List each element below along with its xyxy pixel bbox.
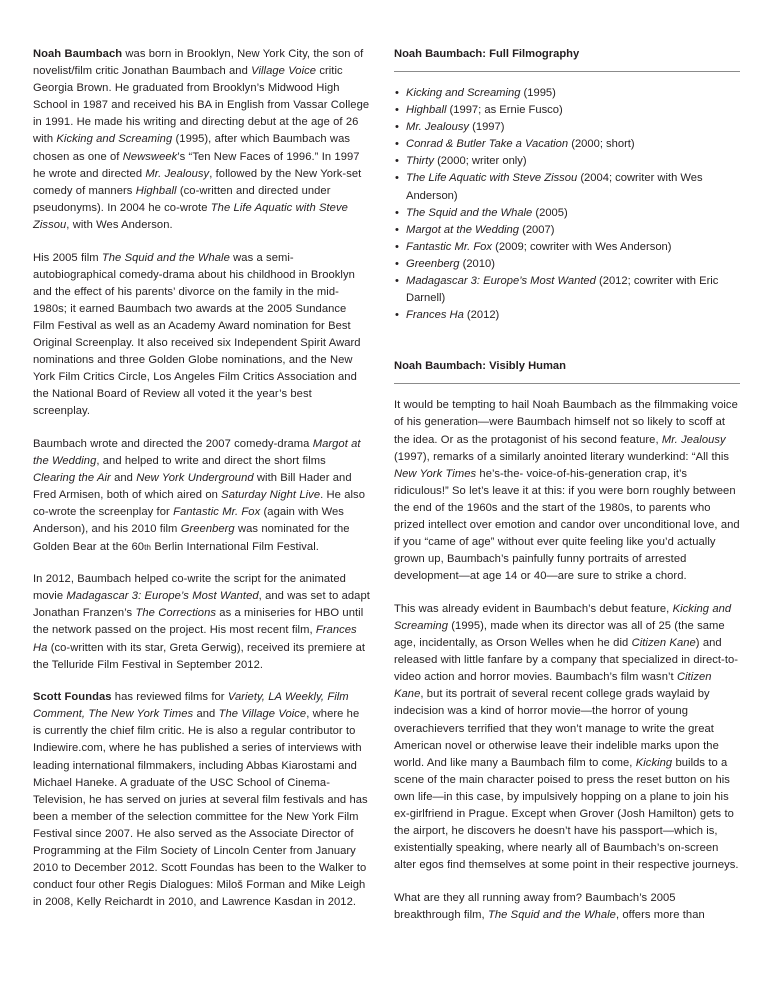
film-title: Frances Ha [406, 309, 464, 322]
filmography-item [394, 85, 740, 102]
filmography-heading: Noah Baumbach: Full Filmography [394, 48, 580, 60]
italic-title: Madagascar 3: Europe’s Most Wanted [66, 590, 259, 603]
bullet-icon: • [395, 275, 399, 288]
filmography-item [394, 102, 740, 119]
lead-name: Noah Baumbach [33, 48, 123, 60]
bullet-icon: • [395, 121, 399, 134]
text-run: critic Georgia Brown. He graduated from Brooklyn’s Midwood High School in 1987 and received his BA in English from Vassar College in 1991. He made his writing and directing debut at the age of 26 with [33, 65, 370, 146]
essay-heading-rule [394, 383, 740, 384]
italic-title: Kicking [635, 756, 673, 769]
text-run: , and was set to adapt Jonathan Franzen’s [33, 590, 370, 620]
paragraph-bio-foundas [33, 689, 370, 911]
text-run: and [193, 708, 219, 721]
text-run: he’s-the- voice-of-his-generation crap, it’s ridiculous!” So let’s leave it at this: if you were born roughly between the end of the 1960s and the start of the 1980s, to parents who prized intellect over emotion and candor over unconditional love, and if you “came of age” without ever quite feeling like you’d actually grown up, Baumbach’s painfully funny portraits of arrested development—at age 14 or 40—are sure to strike a chord. [394, 467, 740, 583]
bullet-icon: • [395, 87, 399, 99]
bullet-icon: • [395, 206, 399, 219]
text-run: was nominated for the Golden Bear at the 60 [33, 523, 350, 553]
essay-heading: Noah Baumbach: Visibly Human [394, 360, 566, 373]
paragraph-essay-p1 [394, 397, 740, 585]
text-run: builds to a scene of the main character poised to press the reset button on his own life—in this case, by impulsively hopping on a plane to join his ex-girlfriend in Prague. Except when Grover (Josh Hamilton) gets to the airport, he discovers he doesn’t have his passport—which is, existentially speaking, where nearly all of Baumbach’s on-screen alter egos find themselves at some point in their respective journeys. [394, 756, 739, 872]
text-run: His 2005 film [33, 251, 102, 264]
film-title: Highball [406, 104, 447, 117]
bullet-icon: • [395, 172, 399, 185]
filmography-list [394, 85, 740, 324]
film-note: (1995) [520, 87, 556, 99]
italic-title: Newsweek [122, 150, 178, 163]
left-column [33, 46, 370, 911]
text-run: has reviewed films for [111, 691, 228, 704]
text-run: (again with Wes Anderson), and his 2010 film [33, 506, 344, 536]
text-run: Baumbach wrote and directed the 2007 comedy-drama [33, 437, 313, 450]
text-run: . He also co-wrote the screenplay for [33, 489, 365, 519]
italic-title: Greenberg [180, 523, 235, 536]
text-run: was a semi-autobiographical comedy-drama about his childhood in Brooklyn and the effect of his parents’ divorce on the family in the mid-1980s; it earned Baumbach two awards at the 2005 Sundance Film Festival as well as an Academy Award nomination for Best Original Screenplay. It also received six Independent Spirit Award nominations and three Golden Globe nominations, and the New York Film Critics Circle, Los Angeles Film Critics Association and the National Board of Review all voted it the year’s best screenplay. [33, 251, 361, 418]
italic-title: Margot at the Wedding [33, 437, 361, 468]
film-title: Madagascar 3: Europe’s Most Wanted [406, 275, 596, 288]
film-note: (2010) [459, 257, 495, 270]
bullet-icon: • [395, 155, 399, 168]
bullet-icon: • [395, 257, 399, 270]
italic-title: Mr. Jealousy [145, 167, 210, 180]
film-note: (2004; cowriter with Wes Anderson) [406, 172, 703, 202]
italic-title: The Life Aquatic with Steve Zissou [33, 201, 348, 231]
bullet-icon: • [395, 223, 399, 236]
italic-title: Citizen Kane [394, 671, 712, 701]
text-run: (co-written and directed under pseudonyms). In 2004 he co-wrote [33, 184, 331, 214]
film-title: The Squid and the Whale [406, 206, 533, 219]
paragraph-bio-baumbach [33, 46, 370, 234]
text-run: (1995), after which Baumbach was chosen as one of [33, 133, 350, 163]
filmography-item [394, 136, 740, 153]
italic-title: New York Times [394, 467, 477, 480]
italic-title: Village Voice [251, 65, 317, 78]
italic-title: The Village Voice [218, 708, 307, 721]
lead-name: Scott Foundas [33, 691, 112, 704]
text-run: ) and released with little fanfare by a company that specialized in direct-to-video action and horror movies. Baumbach’s film wasn’t [394, 637, 739, 684]
film-note: (2005) [532, 206, 568, 219]
film-title: Mr. Jealousy [406, 121, 470, 134]
text-run: , with Wes Anderson. [66, 218, 173, 231]
text-run: ’s “Ten New Faces of 1996.” In 1997 he wrote and directed [33, 150, 360, 180]
text-run: and [110, 472, 137, 485]
italic-title: Clearing the Air [33, 472, 111, 485]
paragraph-squid-and-whale [33, 250, 370, 421]
text-run: It would be tempting to hail Noah Baumbach as the filmmaking voice of his generation—were Baumbach himself not so likely to scoff at the idea. Or as the protagonist of his second feature, [394, 399, 738, 446]
essay-body [394, 397, 740, 924]
film-note: (1997; as Ernie Fusco) [446, 104, 563, 117]
italic-title: Kicking and Screaming [394, 602, 732, 632]
film-title: Greenberg [406, 257, 460, 270]
italic-title: Frances Ha [33, 624, 357, 654]
film-title: The Life Aquatic with Steve Zissou [406, 172, 578, 185]
film-note: (2000; writer only) [433, 155, 527, 168]
italic-title: Kicking and Screaming [56, 133, 173, 146]
film-note: (2009; cowriter with Wes Anderson) [492, 240, 672, 253]
paragraph-madagascar-frances-ha [33, 571, 370, 674]
italic-title: Fantastic Mr. Fox [173, 506, 261, 519]
filmography-item [394, 119, 740, 136]
text-run: This was already evident in Baumbach’s debut feature, [394, 602, 673, 615]
film-note: (1997) [469, 121, 505, 134]
text-run: , and helped to write and direct the short films [96, 455, 326, 468]
section-spacer [394, 324, 740, 358]
essay-section [394, 358, 740, 924]
film-note: (2007) [518, 223, 555, 236]
italic-title: Saturday Night Live [221, 489, 321, 502]
filmography-item [394, 273, 740, 307]
italic-title: New York Underground [136, 472, 254, 485]
film-note: (2000; short) [568, 138, 635, 151]
bullet-icon: • [395, 104, 399, 117]
filmography-item [394, 307, 740, 324]
bullet-icon: • [395, 240, 399, 253]
film-note: (2012; cowriter with Eric Darnell) [406, 275, 719, 305]
film-title: Kicking and Screaming [406, 87, 521, 99]
film-title: Margot at the Wedding [406, 223, 519, 236]
film-title: Fantastic Mr. Fox [406, 240, 492, 253]
bullet-icon: • [395, 138, 399, 151]
film-title: Conrad & Butler Take a Vacation [406, 138, 569, 151]
filmography-item [394, 153, 740, 170]
italic-title: Highball [135, 184, 177, 197]
filmography-item [394, 222, 740, 239]
filmography-item [394, 205, 740, 222]
text-run: , followed by the New York-set comedy of manners [33, 167, 362, 197]
filmography-item [394, 239, 740, 256]
ordinal-suffix: th [144, 542, 152, 552]
text-run: (1997), remarks of a similarly anointed literary wunderkind: “All this [394, 450, 730, 463]
text-run: What are they all running away from? Baumbach’s 2005 breakthrough film, [394, 891, 676, 921]
text-run: (co-written with its star, Greta Gerwig), received its premiere at the Telluride Film Festival in September 2012. [33, 641, 366, 671]
italic-title: The Corrections [135, 607, 217, 620]
text-run: with Bill Hader and Fred Armisen, both of which aired on [33, 472, 352, 502]
paragraph-essay-p2 [394, 601, 740, 875]
bullet-icon: • [395, 309, 399, 322]
italic-title: Variety, LA Weekly, Film Comment, The New York Times [33, 691, 349, 721]
film-title: Thirty [406, 155, 434, 168]
text-run: as a miniseries for HBO until the network passed on the project. His most recent film, [33, 607, 364, 637]
right-column [394, 46, 740, 924]
filmography-heading-rule [394, 71, 740, 72]
text-run: , where he is currently the chief film critic. He is also a regular contributor to Indiewire.com, where he has published a series of interviews with leading international filmmakers, including Abbas Kiarostami and Michael Haneke. A graduate of the USC School of Cinema-Television, he has served on juries at several film festivals and has been a member of the selection committee for the New York Film Festival since 2007. He also served as the Associate Director of Programming at the Film Society of Lincoln Center from January 2010 to December 2012. Scott Foundas has been to the Walker to conduct four other Regis Dialogues: Miloš Forman and Mike Leigh in 2008, Kelly Reichardt in 2010, and Lawrence Kasdan in 2012. [33, 708, 368, 909]
italic-title: The Squid and the Whale [487, 908, 616, 921]
italic-title: Citizen Kane [631, 637, 696, 650]
italic-title: Mr. Jealousy [661, 433, 726, 446]
filmography-item [394, 256, 740, 273]
text-run: was born in Brooklyn, New York City, the son of novelist/film critic Jonathan Baumbach and [33, 48, 364, 78]
italic-title: The Squid and the Whale [101, 251, 230, 264]
text-run: Berlin International Film Festival. [151, 540, 319, 553]
text-run: , offers more than [615, 908, 705, 921]
filmography-item [394, 170, 740, 204]
film-note: (2012) [463, 309, 500, 322]
paragraph-margot-greenberg [33, 436, 370, 556]
filmography-section [394, 46, 740, 324]
paragraph-essay-p3 [394, 890, 740, 924]
two-column-layout [33, 46, 740, 924]
text-run: , but its portrait of several recent college grads waylaid by indecision was a kind of horror movie—the horror of young overachievers terrified that they won’t manage to write the great American novel or otherwise leave their indelible marks upon the world. And like many a Baumbach film to come, [394, 688, 719, 769]
text-run: (1995), made when its director was all of 25 (the same age, incidentally, as Orson Welles when he did [394, 619, 725, 650]
text-run: In 2012, Baumbach helped co-write the script for the animated movie [33, 573, 346, 603]
